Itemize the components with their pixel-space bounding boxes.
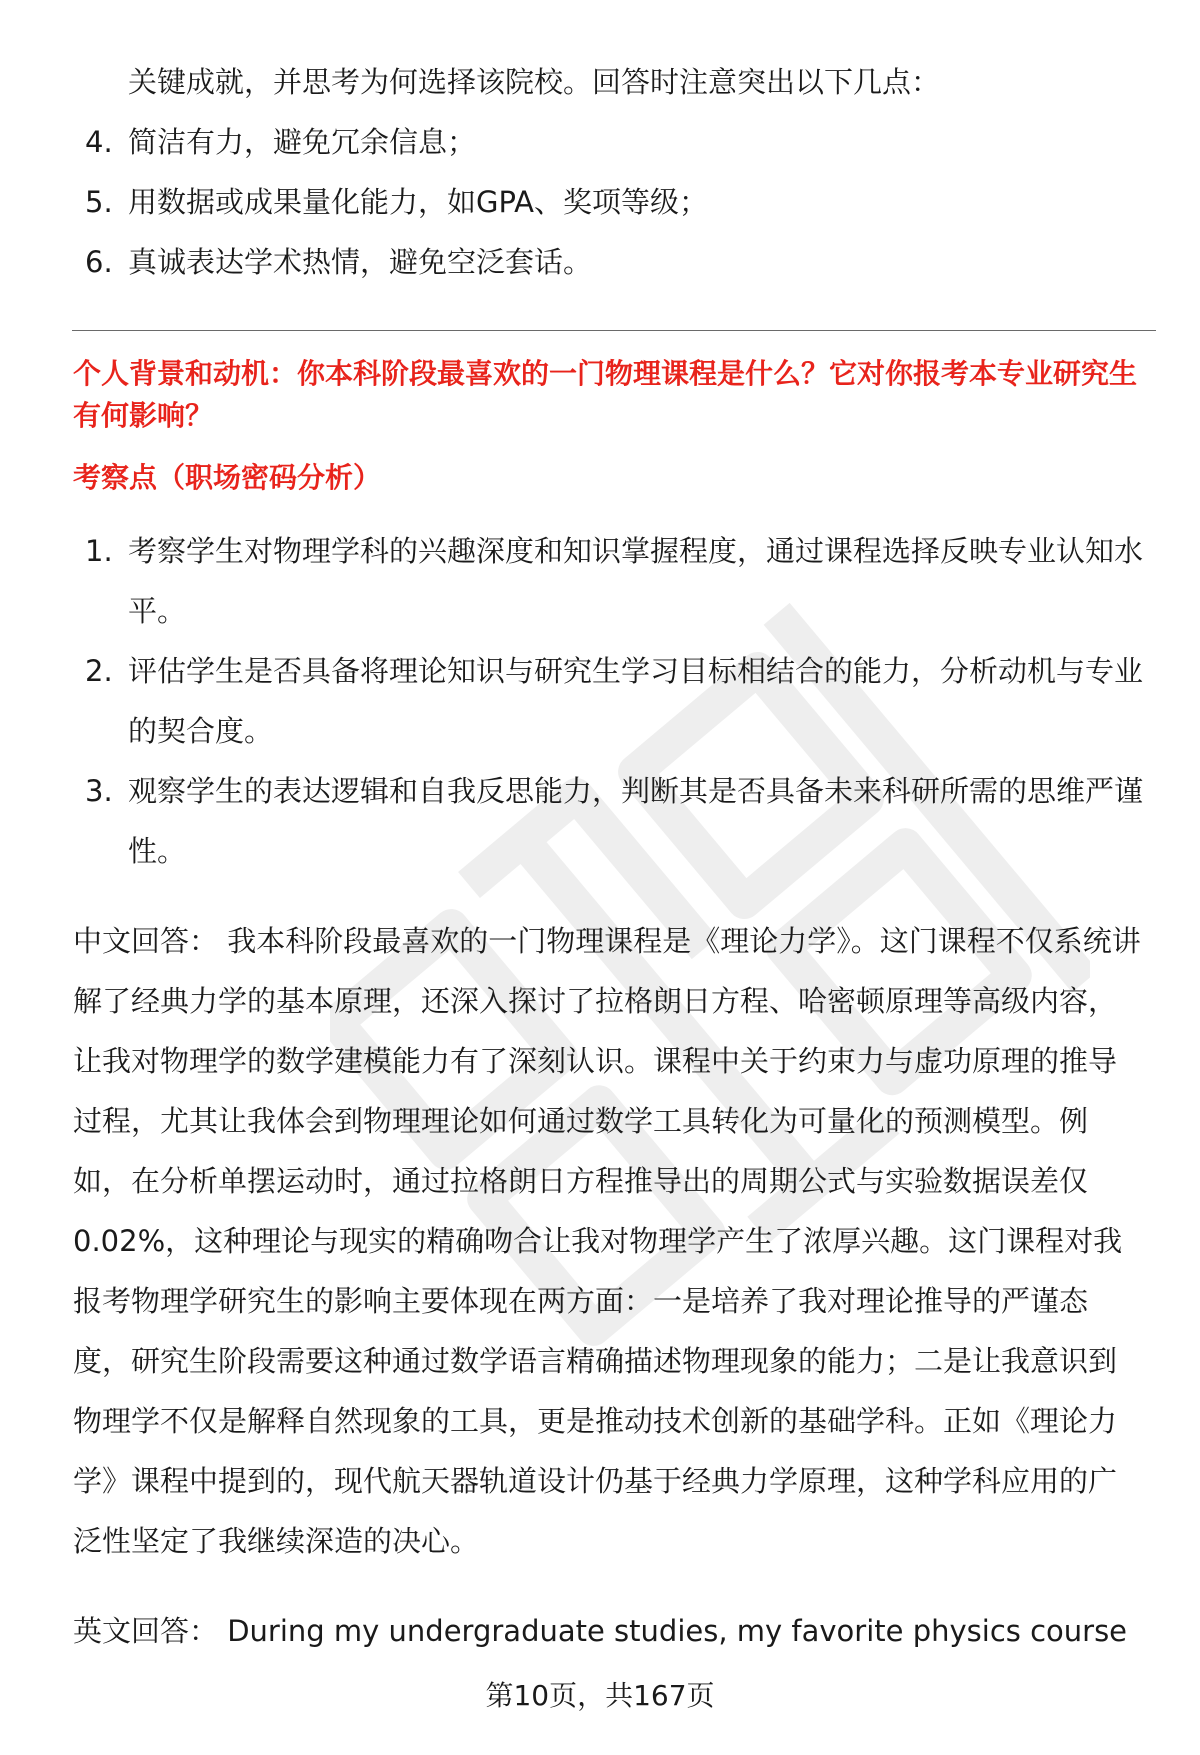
list-text: 简洁有力，避免冗余信息； bbox=[128, 125, 477, 159]
tips-list bbox=[73, 112, 1143, 292]
list-text: 评估学生是否具备将理论知识与研究生学习目标相结合的能力，分析动机与专业的契合度。 bbox=[128, 654, 1144, 748]
list-item bbox=[73, 112, 1143, 172]
list-item bbox=[73, 761, 1143, 881]
list-number: 1. bbox=[85, 534, 113, 568]
question-title: 个人背景和动机：你本科阶段最喜欢的一门物理课程是什么？它对你报考本专业研究生有何影响？ bbox=[73, 357, 1138, 432]
chinese-answer: 中文回答： 我本科阶段最喜欢的一门物理课程是《理论力学》。这门课程不仅系统讲解了经典力学的基本原理，还深入探讨了拉格朗日方程、哈密顿原理等高级内容，让我对物理学的数学建模能力有了深刻认识。课程中关于约束力与虚功原理的推导过程，尤其让我体会到物理理论如何通过数学工具转化为可量化的预测模型。例如，在分析单摆运动时，通过拉格朗日方程推导出的周期公式与实验数据误差仅0.02%，这种理论与现实的精确吻合让我对物理学产生了浓厚兴趣。这门课程对我报考物理学研究生的影响主要体现在两方面：一是培养了我对理论推导的严谨态度，研究生阶段需要这种通过数学语言精确描述物理现象的能力；二是让我意识到物理学不仅是解释自然现象的工具，更是推动技术创新的基础学科。正如《理论力学》课程中提到的，现代航天器轨道设计仍基于经典力学原理，这种学科应用的广泛性坚定了我继续深造的决心。 bbox=[73, 924, 1141, 1558]
list-item bbox=[73, 521, 1143, 641]
page-footer: 第10页，共167页 bbox=[485, 1679, 715, 1712]
section-divider bbox=[72, 330, 1156, 331]
continuation-line: 关键成就，并思考为何选择该院校。回答时注意突出以下几点： bbox=[128, 65, 941, 99]
points-label: 考察点（职场密码分析） bbox=[73, 461, 382, 494]
list-number: 3. bbox=[85, 774, 113, 808]
list-item bbox=[73, 641, 1143, 761]
list-text: 考察学生对物理学科的兴趣深度和知识掌握程度，通过课程选择反映专业认知水平。 bbox=[128, 534, 1144, 628]
list-number: 4. bbox=[85, 125, 113, 159]
list-item bbox=[73, 172, 1143, 232]
list-text: 观察学生的表达逻辑和自我反思能力，判断其是否具备未来科研所需的思维严谨性。 bbox=[128, 774, 1144, 868]
points-list bbox=[73, 521, 1143, 881]
list-number: 5. bbox=[85, 185, 113, 219]
list-text: 真诚表达学术热情，避免空泛套话。 bbox=[128, 245, 593, 279]
list-number: 6. bbox=[85, 245, 113, 279]
list-item bbox=[73, 232, 1143, 292]
english-answer: 英文回答： During my undergraduate studies, my favorite physics course bbox=[73, 1614, 1128, 1648]
list-number: 2. bbox=[85, 654, 113, 688]
list-text: 用数据或成果量化能力，如GPA、奖项等级； bbox=[128, 185, 708, 219]
